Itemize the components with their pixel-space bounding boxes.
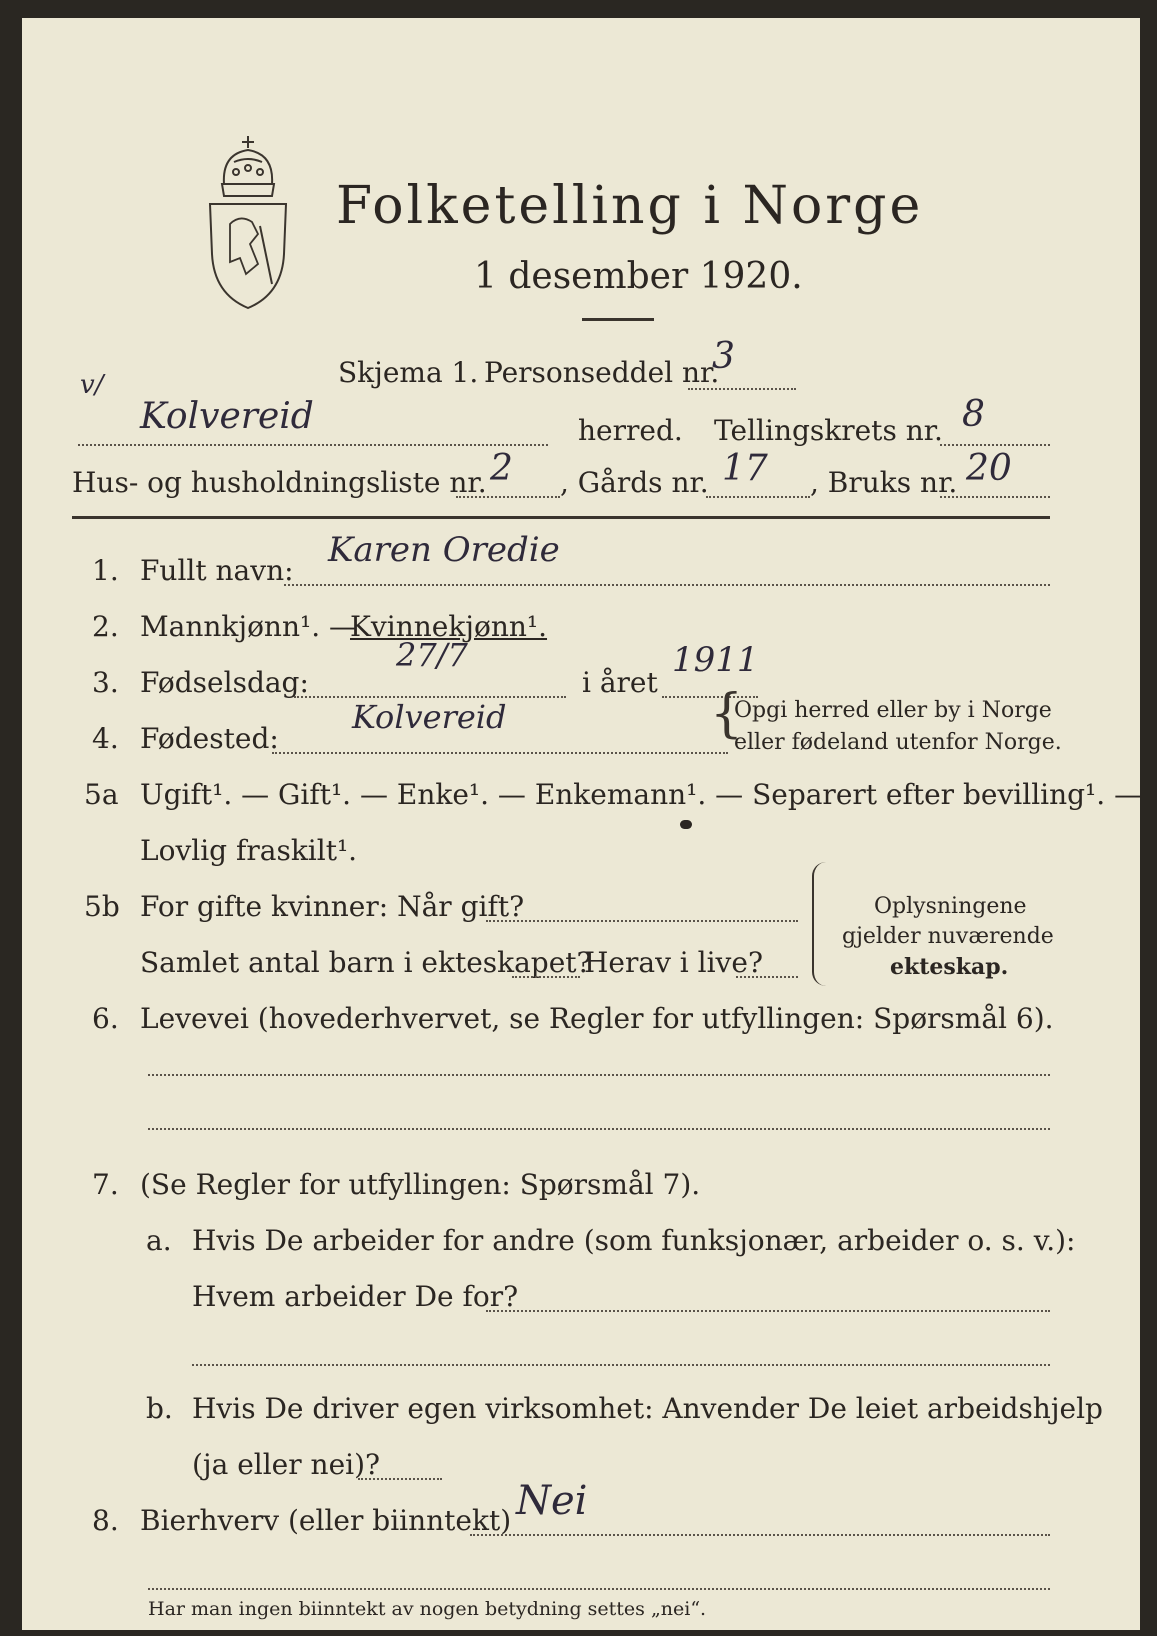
footer-note: Har man ingen biinntekt av nogen betydning settes „nei“.: [148, 1598, 707, 1620]
item-number: 5b: [84, 890, 120, 923]
ink-mark: [680, 820, 692, 829]
birth-year-value: 1911: [672, 640, 759, 680]
item-number: 1.: [92, 554, 119, 587]
brace-icon: {: [710, 684, 744, 744]
side-income-line: [470, 1534, 1050, 1536]
full-name-value: Karen Oredie: [328, 530, 560, 570]
marital-status-options: Ugift¹. — Gift¹. — Enke¹. — Enkemann¹. — Separert efter bevilling¹. —: [140, 778, 1143, 811]
employer-line-2: [192, 1364, 1050, 1366]
herred-value: Kolvereid: [140, 396, 314, 437]
occupation-line-2: [148, 1128, 1050, 1130]
tellingskrets-value: 8: [962, 394, 985, 435]
herred-label: herred.: [578, 414, 683, 447]
header-divider: [72, 516, 1050, 519]
bracket-icon: [812, 862, 828, 986]
item-number: 8.: [92, 1504, 119, 1537]
employer-label: Hvem arbeider De for?: [192, 1280, 519, 1313]
birthday-value: 27/7: [396, 636, 468, 674]
children-total-line: [512, 976, 580, 978]
hus-line: [456, 496, 560, 498]
gards-label: , Gårds nr.: [560, 466, 709, 499]
side-income-label: Bierhverv (eller biinntekt): [140, 1504, 512, 1537]
birthplace-note-2: eller fødeland utenfor Norge.: [734, 730, 1062, 755]
personseddel-value: 3: [712, 336, 735, 377]
coat-of-arms-icon: [200, 134, 296, 312]
birthday-label: Fødselsdag:: [140, 666, 309, 699]
male-option: Mannkjønn¹. —: [140, 610, 358, 643]
female-option: Kvinnekjønn¹.: [350, 610, 548, 643]
gards-value: 17: [722, 448, 768, 489]
item-letter: a.: [146, 1224, 172, 1257]
herred-prefix: v/: [80, 370, 104, 400]
married-when-label: For gifte kvinner: Når gift?: [140, 890, 525, 923]
hus-value: 2: [490, 448, 513, 489]
married-when-line: [486, 920, 798, 922]
census-form: [22, 18, 1143, 1630]
q7b-label: Hvis De driver egen virksomhet: Anvender De leiet arbeidshjelp: [192, 1392, 1103, 1425]
item-number: 5a: [84, 778, 119, 811]
side-income-value: Nei: [516, 1478, 588, 1524]
children-total-label: Samlet antal barn i ekteskapet?: [140, 946, 592, 979]
herred-line: [78, 444, 548, 446]
item-letter: b.: [146, 1392, 173, 1425]
side-income-line-2: [148, 1588, 1050, 1590]
children-alive-line: [736, 976, 798, 978]
full-name-line: [284, 584, 1050, 586]
employer-line-1: [486, 1310, 1050, 1312]
personseddel-line: [688, 388, 796, 390]
children-alive-label: Herav i live?: [584, 946, 763, 979]
gards-line: [706, 496, 810, 498]
personseddel-label: Personseddel nr.: [484, 356, 720, 389]
item-number: 4.: [92, 722, 119, 755]
birthplace-line: [272, 752, 728, 754]
birthplace-value: Kolvereid: [352, 698, 507, 736]
bruks-line: [940, 496, 1050, 498]
occupation-line-1: [148, 1074, 1050, 1076]
form-title: Folketelling i Norge: [336, 176, 924, 236]
marriage-note-2: gjelder nuværende: [842, 924, 1054, 949]
schema-label: Skjema 1.: [338, 356, 479, 389]
birth-year-label: i året: [582, 666, 658, 699]
tellingskrets-label: Tellingskrets nr.: [714, 414, 943, 447]
divorced-option: Lovlig fraskilt¹.: [140, 834, 358, 867]
hus-label: Hus- og husholdningsliste nr.: [72, 466, 487, 499]
birthplace-note-1: Opgi herred eller by i Norge: [734, 698, 1052, 723]
birthplace-label: Fødested:: [140, 722, 279, 755]
census-date: 1 desember 1920.: [474, 256, 803, 297]
item-number: 7.: [92, 1168, 119, 1201]
hired-help-label: (ja eller nei)?: [192, 1448, 381, 1481]
bruks-label: , Bruks nr.: [810, 466, 958, 499]
hired-help-line: [358, 1478, 442, 1480]
item-number: 3.: [92, 666, 119, 699]
occupation-label: Levevei (hovederhvervet, se Regler for utfyllingen: Spørsmål 6).: [140, 1002, 1054, 1035]
bruks-value: 20: [966, 448, 1012, 489]
title-divider: [582, 318, 654, 321]
q7a-label: Hvis De arbeider for andre (som funksjonær, arbeider o. s. v.):: [192, 1224, 1076, 1257]
q7-label: (Se Regler for utfyllingen: Spørsmål 7).: [140, 1168, 701, 1201]
marriage-note-3: ekteskap.: [890, 954, 1009, 980]
tellingskrets-line: [940, 444, 1050, 446]
full-name-label: Fullt navn:: [140, 554, 294, 587]
item-number: 6.: [92, 1002, 119, 1035]
marriage-note-1: Oplysningene: [874, 894, 1027, 919]
item-number: 2.: [92, 610, 119, 643]
